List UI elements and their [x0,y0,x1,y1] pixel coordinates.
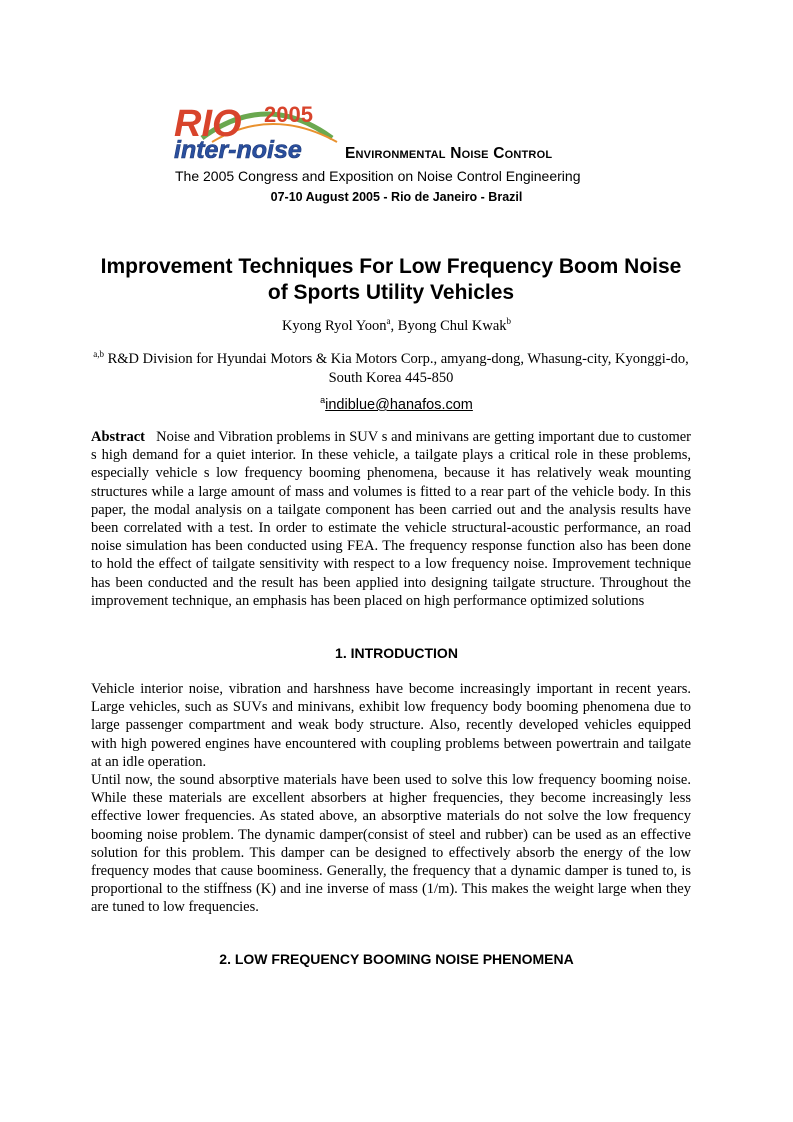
congress-line: The 2005 Congress and Exposition on Noise Control Engineering [175,168,581,184]
author-1-sup: a [386,316,391,326]
logo-brand: inter-noise [174,136,302,162]
author-separator: , [390,318,398,334]
introduction-paragraph-1: Vehicle interior noise, vibration and harshness have become increasingly important in recent years. Large vehicles, such as SUVs and minivans, exhibit low frequency body booming phenomena due to large passenger compartment and weak body structure. Also, recently developed vehicles equipped with high powered engines have encountered with coupling problems between powertrain and tailgate at an idle operation. [91,681,691,770]
section-2-heading: 2. LOW FREQUENCY BOOMING NOISE PHENOMENA [219,951,574,967]
author-2: Byong Chul Kwak [397,318,507,334]
affiliation [90,350,692,388]
logo-year: 2005 [264,102,313,127]
email-link[interactable]: indiblue@hanafos.com [325,397,473,413]
environment-title: Environmental Noise Control [345,145,553,162]
affiliation-text: R&D Division for Hyundai Motors & Kia Motors Corp., amyang-dong, Whasung-city, Kyonggi-do, South Korea 445-850 [103,351,689,386]
abstract-text: Noise and Vibration problems in SUV s and minivans are getting important due to customer s high demand for a quiet interior. In these vehicle, a tailgate plays a critical role in these problems, especially vehicle s low frequency booming phenomena, because it has relatively weak mounting structures while a large amount of mass and volumes is fitted to a rear part of the vehicle body. In this paper, the modal analysis on a tailgate component has been carried out and the analysis results have been correlated with a test. In order to estimate the vehicle structural-acoustic performance, an road noise simulation has been conducted using FEA. The frequency response function also has been done to hold the effect of tailgate sensitivity with respect to a low frequency noise. Improvement technique has been conducted and the result has been applied into designing tailgate structure. Throughout the improvement technique, an emphasis has been placed on high performance optimized solutions [91,429,691,609]
conference-logo [172,100,342,162]
abstract-label: Abstract [91,429,145,445]
author-1: Kyong Ryol Yoon [281,318,387,334]
email-line [0,397,793,413]
affiliation-sup: a,b [93,349,104,359]
paper-title: Improvement Techniques For Low Frequency Boom Noise of Sports Utility Vehicles [100,255,682,304]
author-2-sup: b [506,316,512,326]
dates-line: 07-10 August 2005 - Rio de Janeiro - Brazil [270,190,523,204]
introduction-paragraph-2: Until now, the sound absorptive materials have been used to solve this low frequency booming noise. While these materials are excellent absorbers at higher frequencies, they become increasingly less effective lower frequencies. As stated above, an absorptive materials do not solve the low frequency booming noise problem. The dynamic damper(consist of steel and rubber) can be used as an effective solution for this problem. This damper can be designed to effectively absorb the energy of the low frequency modes that cause boominess. Generally, the frequency that a dynamic damper is tuned to, is proportional to the stiffness (K) and ine inverse of mass (1/m). This makes the weight large when they are tuned to low frequencies. [91,772,691,916]
introduction-heading: 1. INTRODUCTION [335,645,458,661]
logo-city: RIO [174,103,242,145]
authors [0,318,793,335]
email-sup: a [320,395,326,405]
abstract [91,428,691,610]
